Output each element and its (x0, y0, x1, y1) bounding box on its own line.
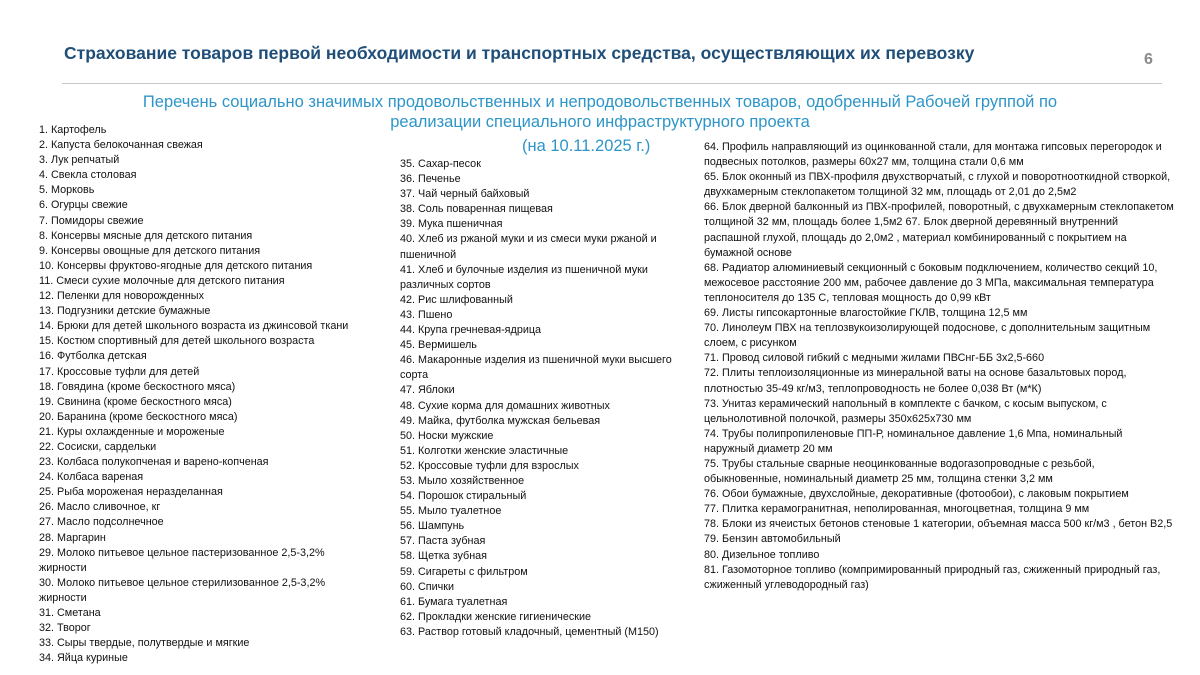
list-item: 81. Газомоторное топливо (компримированный природный газ, сжиженный природный газ, сжиженный углеводородный газ) (704, 563, 1161, 591)
list-item: 37. Чай черный байховый (400, 188, 530, 201)
list-item: 30. Молоко питьевое цельное стерилизованное 2,5-3,2% (39, 576, 326, 589)
list-heading-line-2: реализации специального инфраструктурного проекта (390, 113, 810, 131)
list-item: жирности (39, 561, 87, 574)
list-item: 10. Консервы фруктово-ягодные для детского питания (39, 259, 313, 272)
list-item: 80. Дизельное топливо (704, 548, 820, 561)
list-item: 66. Блок дверной балконный из ПВХ-профилей, поворотный, с двухкамерным стеклопакетом толщиной 32 мм, площадь более 1,5м2 67. Блок дверной деревянный внутренний распашной глухой, площадь до 2,0м2 , материал комбинированный с покрытием на бумажной основе (704, 201, 1174, 259)
list-item: 31. Сметана (39, 607, 101, 619)
list-item: 70. Линолеум ПВХ на теплозвукоизолирующей подоснове, с дополнительным защитным слоем, с рисунком (704, 322, 1151, 350)
list-item: 29. Молоко питьевое цельное пастеризованное 2,5-3,2% (39, 546, 325, 559)
list-item: 22. Сосиски, сардельки (39, 440, 157, 453)
page-number: 6 (1144, 51, 1153, 68)
list-item: 79. Бензин автомобильный (704, 533, 841, 546)
list-item: 3. Лук репчатый (39, 154, 120, 167)
list-item: 32. Творог (39, 622, 91, 635)
goods-list-column-1 (39, 123, 399, 666)
list-date: (на 10.11.2025 г.) (522, 137, 651, 155)
list-item: 57. Паста зубная (400, 535, 486, 548)
list-item: 38. Соль поваренная пищевая (400, 203, 553, 216)
list-item: 69. Листы гипсокартонные влагостойкие ГКЛВ, толщина 12,5 мм (704, 307, 1028, 320)
goods-list-column-2 (400, 157, 698, 640)
list-item: 23. Колбаса полукопченая и варено-копченая (39, 456, 269, 469)
list-item: 54. Порошок стиральный (400, 490, 527, 503)
list-item: 34. Яйца куриные (39, 652, 128, 665)
list-item: 19. Свинина (кроме бескостного мяса) (39, 395, 232, 408)
list-item: 9. Консервы овощные для детского питания (39, 244, 261, 257)
list-item: 13. Подгузники детские бумажные (39, 305, 211, 318)
list-item: 46. Макаронные изделия из пшеничной муки высшего сорта (400, 354, 672, 382)
list-item: 27. Масло подсолнечное (39, 516, 164, 529)
list-item: 15. Костюм спортивный для детей школьного возраста (39, 335, 315, 348)
list-item: 58. Щетка зубная (400, 550, 488, 563)
list-item: 33. Сыры твердые, полутвердые и мягкие (39, 637, 250, 650)
list-item: 55. Мыло туалетное (400, 505, 502, 518)
list-item: 39. Мука пшеничная (400, 218, 503, 231)
list-item: 60. Спички (400, 580, 455, 593)
list-item: 62. Прокладки женские гигиенические (400, 610, 592, 623)
list-item: 65. Блок оконный из ПВХ-профиля двухстворчатый, с глухой и поворотнооткидной створкой, двухкамерным стеклопакетом толщиной 32 мм, площадь от 2,01 до 2,5м2 (704, 171, 1171, 199)
slide-title: Страхование товаров первой необходимости и транспортных средства, осуществляющих их перевозку (64, 43, 975, 63)
list-item: 24. Колбаса вареная (39, 471, 144, 484)
list-item: 52. Кроссовые туфли для взрослых (400, 459, 579, 472)
list-item: 56. Шампунь (400, 520, 465, 533)
list-item: 26. Масло сливочное, кг (39, 501, 161, 514)
list-item: 36. Печенье (400, 173, 461, 186)
title-divider (62, 83, 1162, 84)
list-item: 51. Колготки женские эластичные (400, 444, 569, 457)
list-item: 61. Бумага туалетная (400, 595, 508, 608)
list-item: 1. Картофель (39, 124, 107, 136)
list-item: 49. Майка, футболка мужская бельевая (400, 414, 601, 427)
list-item: 48. Сухие корма для домашних животных (400, 399, 610, 412)
list-item: 17. Кроссовые туфли для детей (39, 365, 200, 378)
list-item: 45. Вермишель (400, 339, 477, 352)
list-item: 16. Футболка детская (39, 350, 147, 363)
list-item: 5. Морковь (39, 184, 95, 197)
list-item: 40. Хлеб из ржаной муки и из смеси муки ржаной и пшеничной (400, 233, 657, 261)
list-item: 68. Радиатор алюминиевый секционный с боковым подключением, количество секций 10, межосевое расстояние 200 мм, рабочее давление до 3 МПа, максимальная температура теплоносителя до 135 С, тепловая мощность до 0,99 кВт (704, 261, 1158, 304)
list-item: жирности (39, 591, 87, 604)
list-item: 73. Унитаз керамический напольный в комплекте с бачком, с косым выпуском, с цельнолотивной полочкой, размеры 350х625х730 мм (704, 397, 1107, 425)
list-item: 43. Пшено (400, 308, 453, 321)
list-item: 7. Помидоры свежие (39, 214, 144, 227)
list-item: 71. Провод силовой гибкий с медными жилами ПВСнг-ББ 3х2,5-660 (704, 352, 1045, 365)
list-item: 11. Смеси сухие молочные для детского питания (39, 274, 285, 287)
list-item: 42. Рис шлифованный (400, 293, 513, 306)
list-item: 20. Баранина (кроме бескостного мяса) (39, 410, 238, 423)
list-item: 63. Раствор готовый кладочный, цементный (М150) (400, 625, 659, 638)
list-item: 41. Хлеб и булочные изделия из пшеничной муки различных сортов (400, 263, 648, 291)
list-heading-line-1: Перечень социально значимых продовольственных и непродовольственных товаров, одобренный Рабочей группой по (142, 93, 1058, 111)
list-item: 6. Огурцы свежие (39, 199, 128, 212)
list-item: 2. Капуста белокочанная свежая (39, 139, 203, 152)
list-item: 75. Трубы стальные сварные неоцинкованные водогазопроводные с резьбой, обыкновенные, номинальный диаметр 25 мм, толщина стенки 3,2 мм (704, 457, 1095, 486)
list-item: 35. Сахар-песок (400, 158, 481, 170)
list-item: 77. Плитка керамогранитная, неполированная, многоцветная, толщина 9 мм (704, 503, 1090, 516)
list-item: 50. Носки мужские (400, 429, 494, 442)
list-item: 14. Брюки для детей школьного возраста из джинсовой ткани (39, 320, 349, 333)
list-item: 64. Профиль направляющий из оцинкованной стали, для монтажа гипсовых перегородок и подвесных потолков, размеры 60х27 мм, толщина стали 0,6 мм (704, 141, 1162, 169)
list-item: 8. Консервы мясные для детского питания (39, 229, 253, 242)
list-item: 21. Куры охлажденные и мороженые (39, 425, 225, 438)
list-item: 28. Маргарин (39, 531, 106, 544)
list-item: 44. Крупа гречневая-ядрица (400, 324, 542, 337)
list-item: 74. Трубы полипропиленовые ПП-Р, номинальное давление 1,6 Мпа, номинальный наружный диаметр 20 мм (704, 427, 1123, 455)
list-item: 78. Блоки из ячеистых бетонов стеновые 1 категории, объемная масса 500 кг/м3 , бетон В2,5 (704, 518, 1173, 531)
list-item: 4. Свекла столовая (39, 169, 137, 182)
goods-list-column-3 (704, 140, 1174, 593)
list-item: 76. Обои бумажные, двухслойные, декоративные (фотообои), с лаковым покрытием (704, 488, 1129, 501)
list-item: 72. Плиты теплоизоляционные из минеральной ваты на основе базальтовых пород, плотностью 35-49 кг/м3, теплопроводность не более 0,038 Вт (м*К) (704, 367, 1127, 395)
list-item: 18. Говядина (кроме бескостного мяса) (39, 380, 236, 393)
list-item: 47. Яблоки (400, 384, 455, 397)
list-item: 25. Рыба мороженая неразделанная (39, 486, 223, 499)
list-item: 53. Мыло хозяйственное (400, 474, 525, 487)
list-item: 12. Пеленки для новорожденных (39, 290, 204, 303)
list-item: 59. Сигареты с фильтром (400, 565, 528, 578)
